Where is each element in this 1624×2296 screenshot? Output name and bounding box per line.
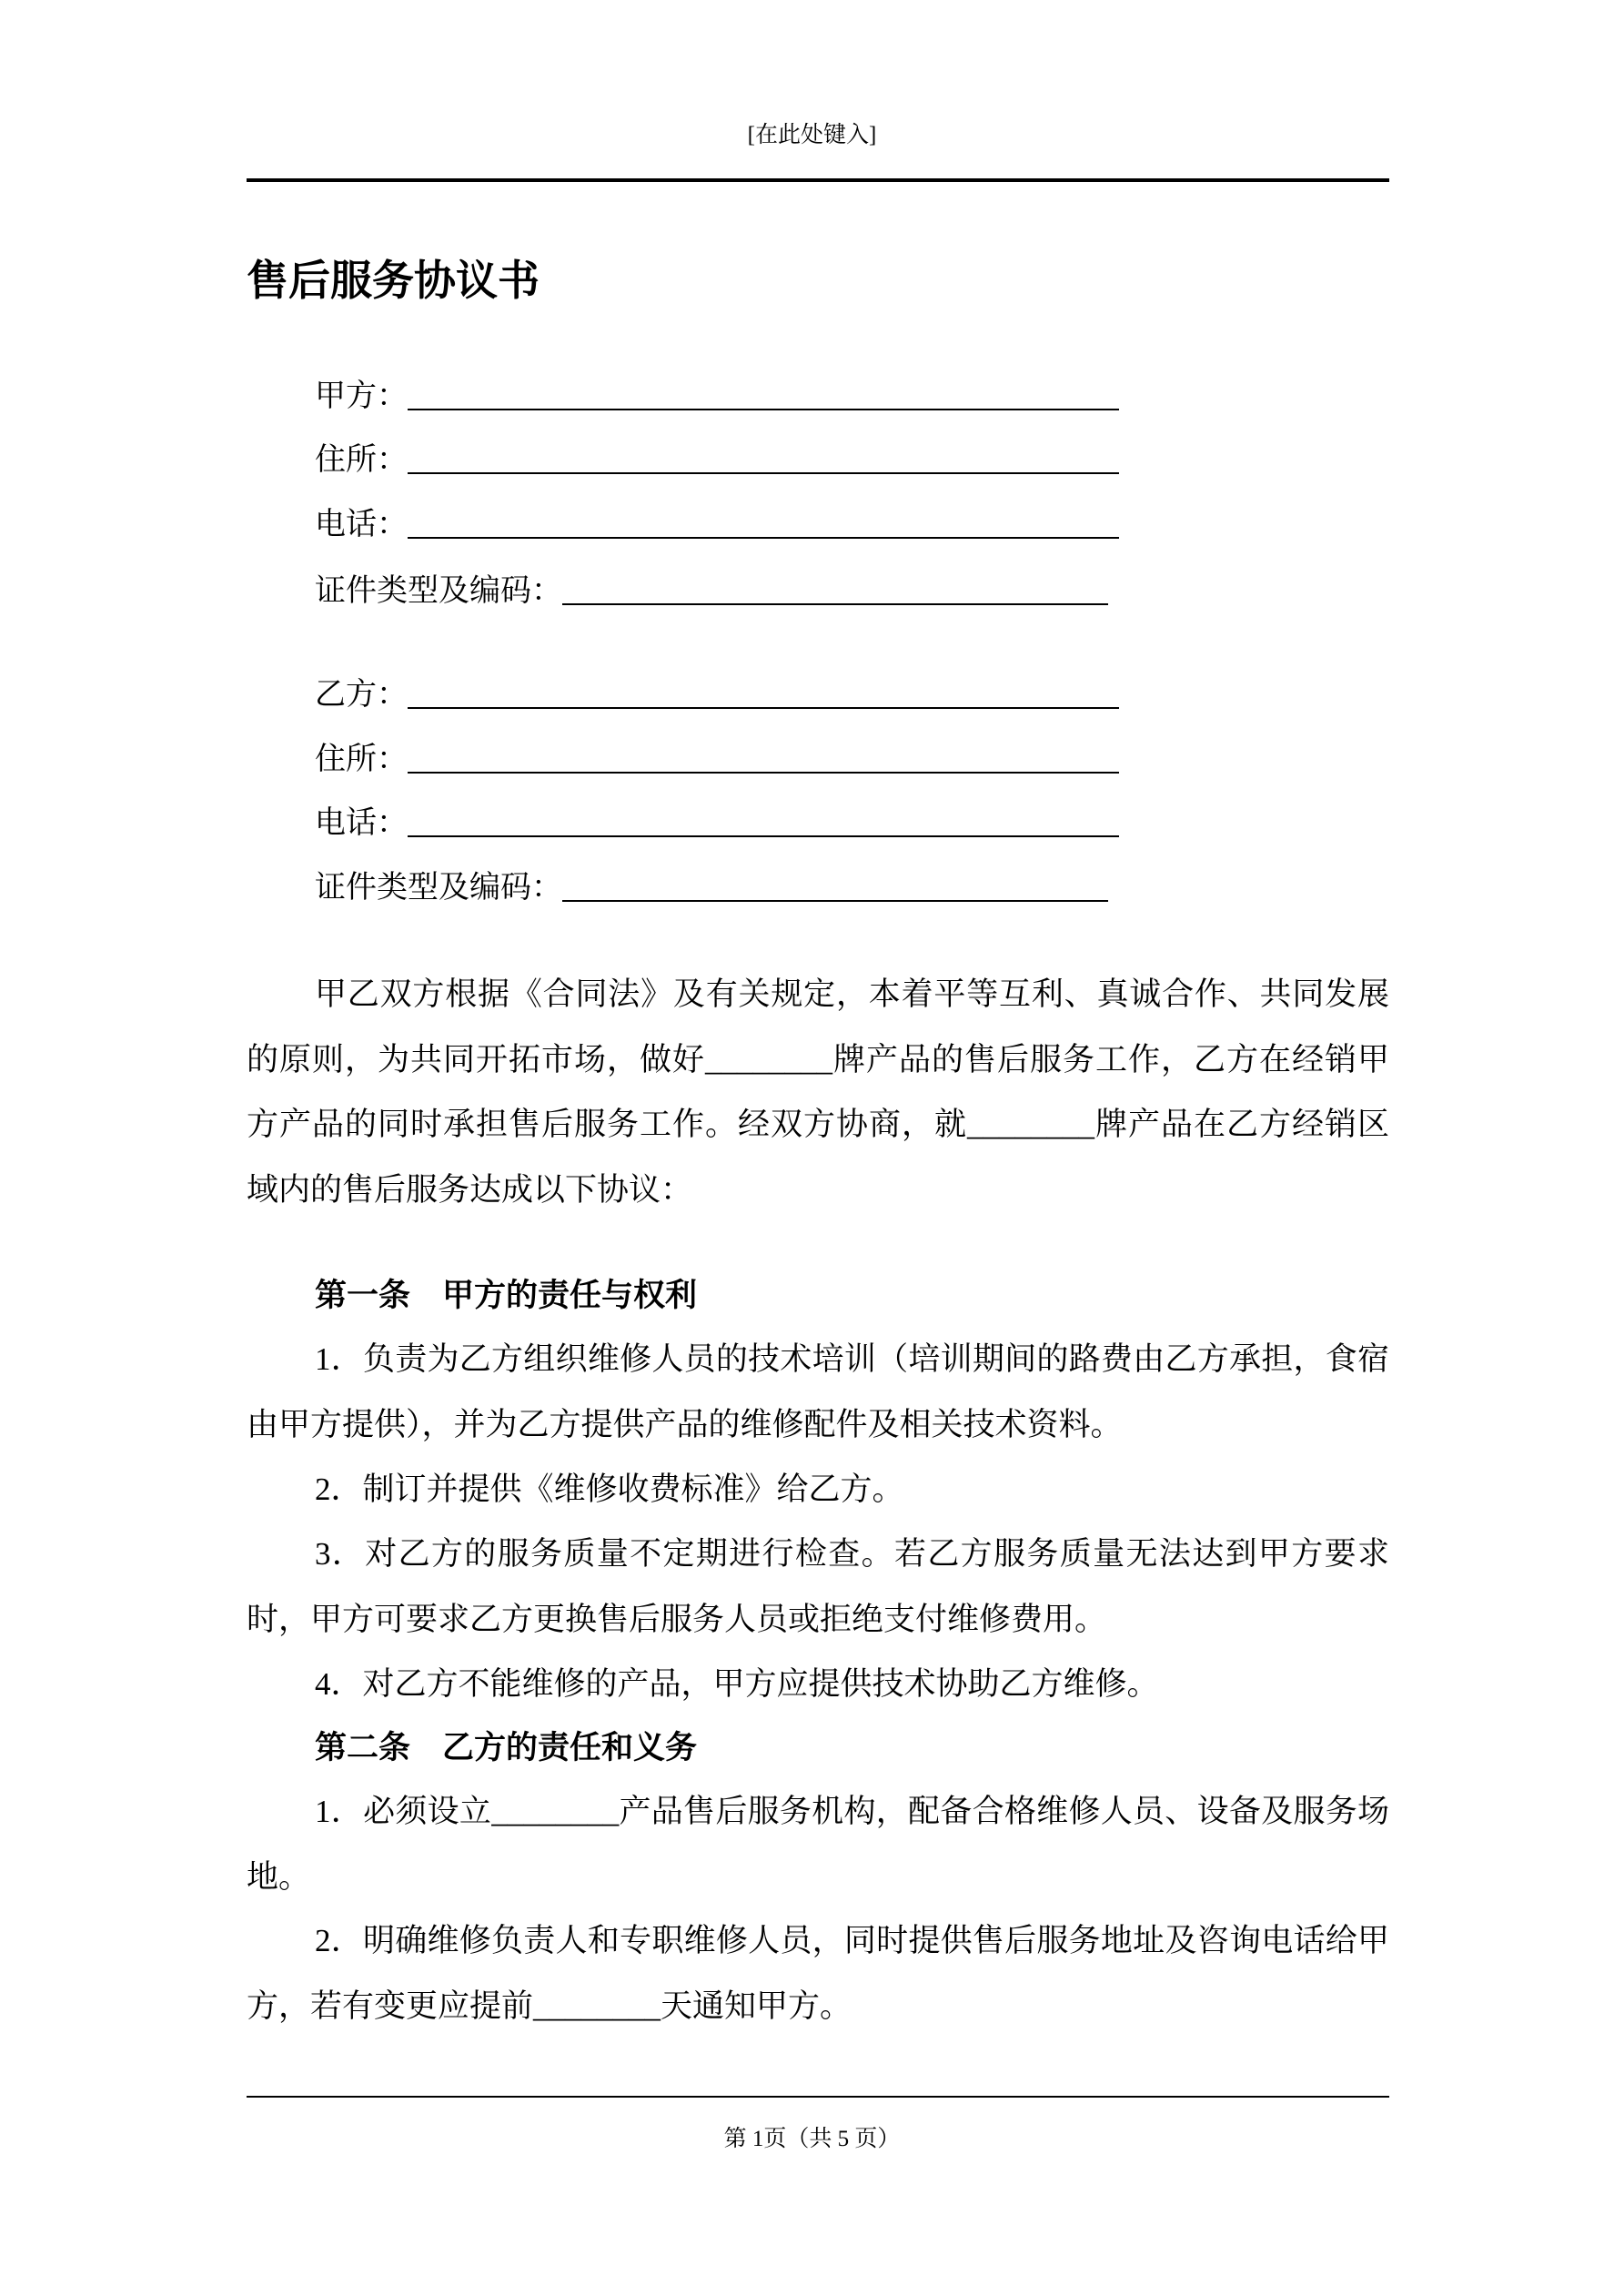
party-b-phone-row bbox=[315, 791, 1119, 855]
article-1-item-3: 3．对乙方的服务质量不定期进行检查。若乙方服务质量无法达到甲方要求时，甲方可要求乙方更换售后服务人员或拒绝支付维修费用。 bbox=[247, 1536, 1389, 1637]
party-a-name-row bbox=[315, 364, 1119, 429]
field-label: 乙方： bbox=[315, 678, 408, 712]
party-b-phone-field[interactable] bbox=[408, 835, 1119, 837]
field-label: 住所： bbox=[315, 743, 408, 776]
article-2-heading: 第二条 乙方的责任和义务 bbox=[315, 1730, 698, 1765]
party-a-address-field[interactable] bbox=[408, 472, 1119, 474]
document-title: 售后服务协议书 bbox=[247, 258, 540, 304]
party-a-phone-row bbox=[315, 492, 1119, 557]
footer-rule bbox=[247, 2096, 1389, 2098]
field-label: 甲方： bbox=[315, 379, 408, 413]
party-b-name-row bbox=[315, 663, 1119, 727]
party-a-name-field[interactable] bbox=[408, 409, 1119, 410]
party-b-id-row bbox=[315, 855, 1108, 920]
party-b-name-field[interactable] bbox=[408, 707, 1119, 709]
article-1-item-2: 2．制订并提供《维修收费标准》给乙方。 bbox=[315, 1472, 904, 1507]
field-label: 住所： bbox=[315, 443, 408, 477]
field-label: 证件类型及编码： bbox=[315, 574, 562, 608]
party-b-address-row bbox=[315, 727, 1119, 792]
field-label: 证件类型及编码： bbox=[315, 871, 562, 905]
article-1-item-1: 1．负责为乙方组织维修人员的技术培训（培训期间的路费由乙方承担，食宿由甲方提供），并为乙方提供产品的维修配件及相关技术资料。 bbox=[247, 1341, 1389, 1442]
header-rule bbox=[247, 178, 1389, 182]
field-label: 电话： bbox=[315, 806, 408, 840]
party-a-address-row bbox=[315, 428, 1119, 492]
article-1-item-4: 4．对乙方不能维修的产品，甲方应提供技术协助乙方维修。 bbox=[315, 1666, 1159, 1702]
party-b-address-field[interactable] bbox=[408, 772, 1119, 774]
party-a-id-field[interactable] bbox=[562, 603, 1108, 605]
party-b-id-field[interactable] bbox=[562, 900, 1108, 902]
field-label: 电话： bbox=[315, 508, 408, 541]
article-2-item-1: 1．必须设立________产品售后服务机构，配备合格维修人员、设备及服务场地。 bbox=[247, 1794, 1389, 1895]
party-a-id-row bbox=[315, 559, 1108, 623]
page-number: 第 1页（共 5 页） bbox=[723, 2127, 901, 2151]
article-2-item-2: 2．明确维修负责人和专职维修人员，同时提供售后服务地址及咨询电话给甲方，若有变更应提前________天通知甲方。 bbox=[247, 1923, 1389, 2024]
party-a-phone-field[interactable] bbox=[408, 537, 1119, 539]
preamble-paragraph: 甲乙双方根据《合同法》及有关规定，本着平等互利、真诚合作、共同发展的原则，为共同开拓市场，做好________牌产品的售后服务工作，乙方在经销甲方产品的同时承担售后服务工作。经双方协商，就________牌产品在乙方经销区域内的售后服务达成以下协议： bbox=[247, 976, 1389, 1208]
header-placeholder[interactable]: [在此处键入] bbox=[747, 123, 877, 147]
article-1-heading: 第一条 甲方的责任与权利 bbox=[315, 1278, 698, 1313]
